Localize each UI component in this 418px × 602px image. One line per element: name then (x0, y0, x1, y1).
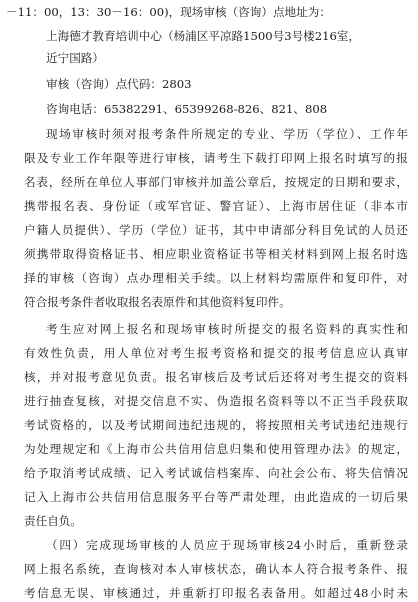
text-line: －11：00，13：30－16：00)，现场审核（咨询）点地址为： (6, 5, 331, 19)
text-line: 有效性负责，用人单位对考生报考资格和提交的报考信息应认真审 (24, 346, 408, 360)
text-line: 近宁国路） (46, 51, 104, 65)
text-line: 责任自负。 (24, 514, 82, 528)
text-line: 为处理规定和《上海市公共信用信息归集和使用管理办法》的规定， (24, 442, 408, 456)
text-line: 考信息无误、审核通过，并重新打印报名表备用。如超过48小时未 (24, 586, 408, 600)
text-line: 名表，经所在单位人事部门审核并加盖公章后，按规定的日期和要求， (24, 175, 408, 189)
text-line: 考生应对网上报名和现场审核时所提交的报名资料的真实性和 (46, 322, 408, 336)
text-line: 择的审核（咨询）点办理相关手续。以上材料均需原件和复印件，对 (24, 271, 408, 285)
text-line: 上海德才教育培训中心（杨浦区平凉路1500号3号楼216室， (46, 29, 361, 43)
text-line: 考试资格的，以及考试期间违纪违规的，将按照相关考试违纪违规行 (24, 418, 408, 432)
text-line: 进行抽查复核，对提交信息不实、伪造报名资料等以不正当手段获取 (24, 394, 408, 408)
text-line: 咨询电话：65382291、65399268-826、821、808 (46, 102, 328, 116)
text-line: 记入上海市公共信用信息服务平台等严肃处理，由此造成的一切后果 (24, 490, 408, 504)
text-line: 核，并对报考意见负责。报名审核后及考试后还将对考生提交的资料 (24, 370, 408, 384)
text-line: 审核（咨询）点代码：2803 (46, 77, 192, 91)
text-line: 限及专业工作年限等进行审核，请考生下载打印网上报名时填写的报 (24, 151, 408, 165)
text-line: 给予取消考试成绩、记入考试诚信档案库、向社会公布、将失信情况 (24, 466, 408, 480)
text-line: 携带报名表、身份证（或军官证、警官证）、上海市居住证（非本市 (24, 199, 408, 213)
text-line: 符合报考条件者收取报名表原件和其他资料复印件。 (24, 295, 291, 309)
text-line: 须携带取得资格证书、相应职业资格证书等相关材料到网上报名时选 (24, 247, 408, 261)
text-line: 网上报名系统，查询核对本人审核状态，确认本人符合报考条件、报 (24, 562, 408, 576)
text-line: （四）完成现场审核的人员应于现场审核24小时后，重新登录 (46, 538, 408, 552)
text-line: 现场审核时须对报考条件所规定的专业、学历（学位）、工作年 (46, 127, 408, 141)
text-line: 户籍人员提供）、学历（学位）证书，其中申请部分科目免试的人员还 (24, 223, 408, 237)
